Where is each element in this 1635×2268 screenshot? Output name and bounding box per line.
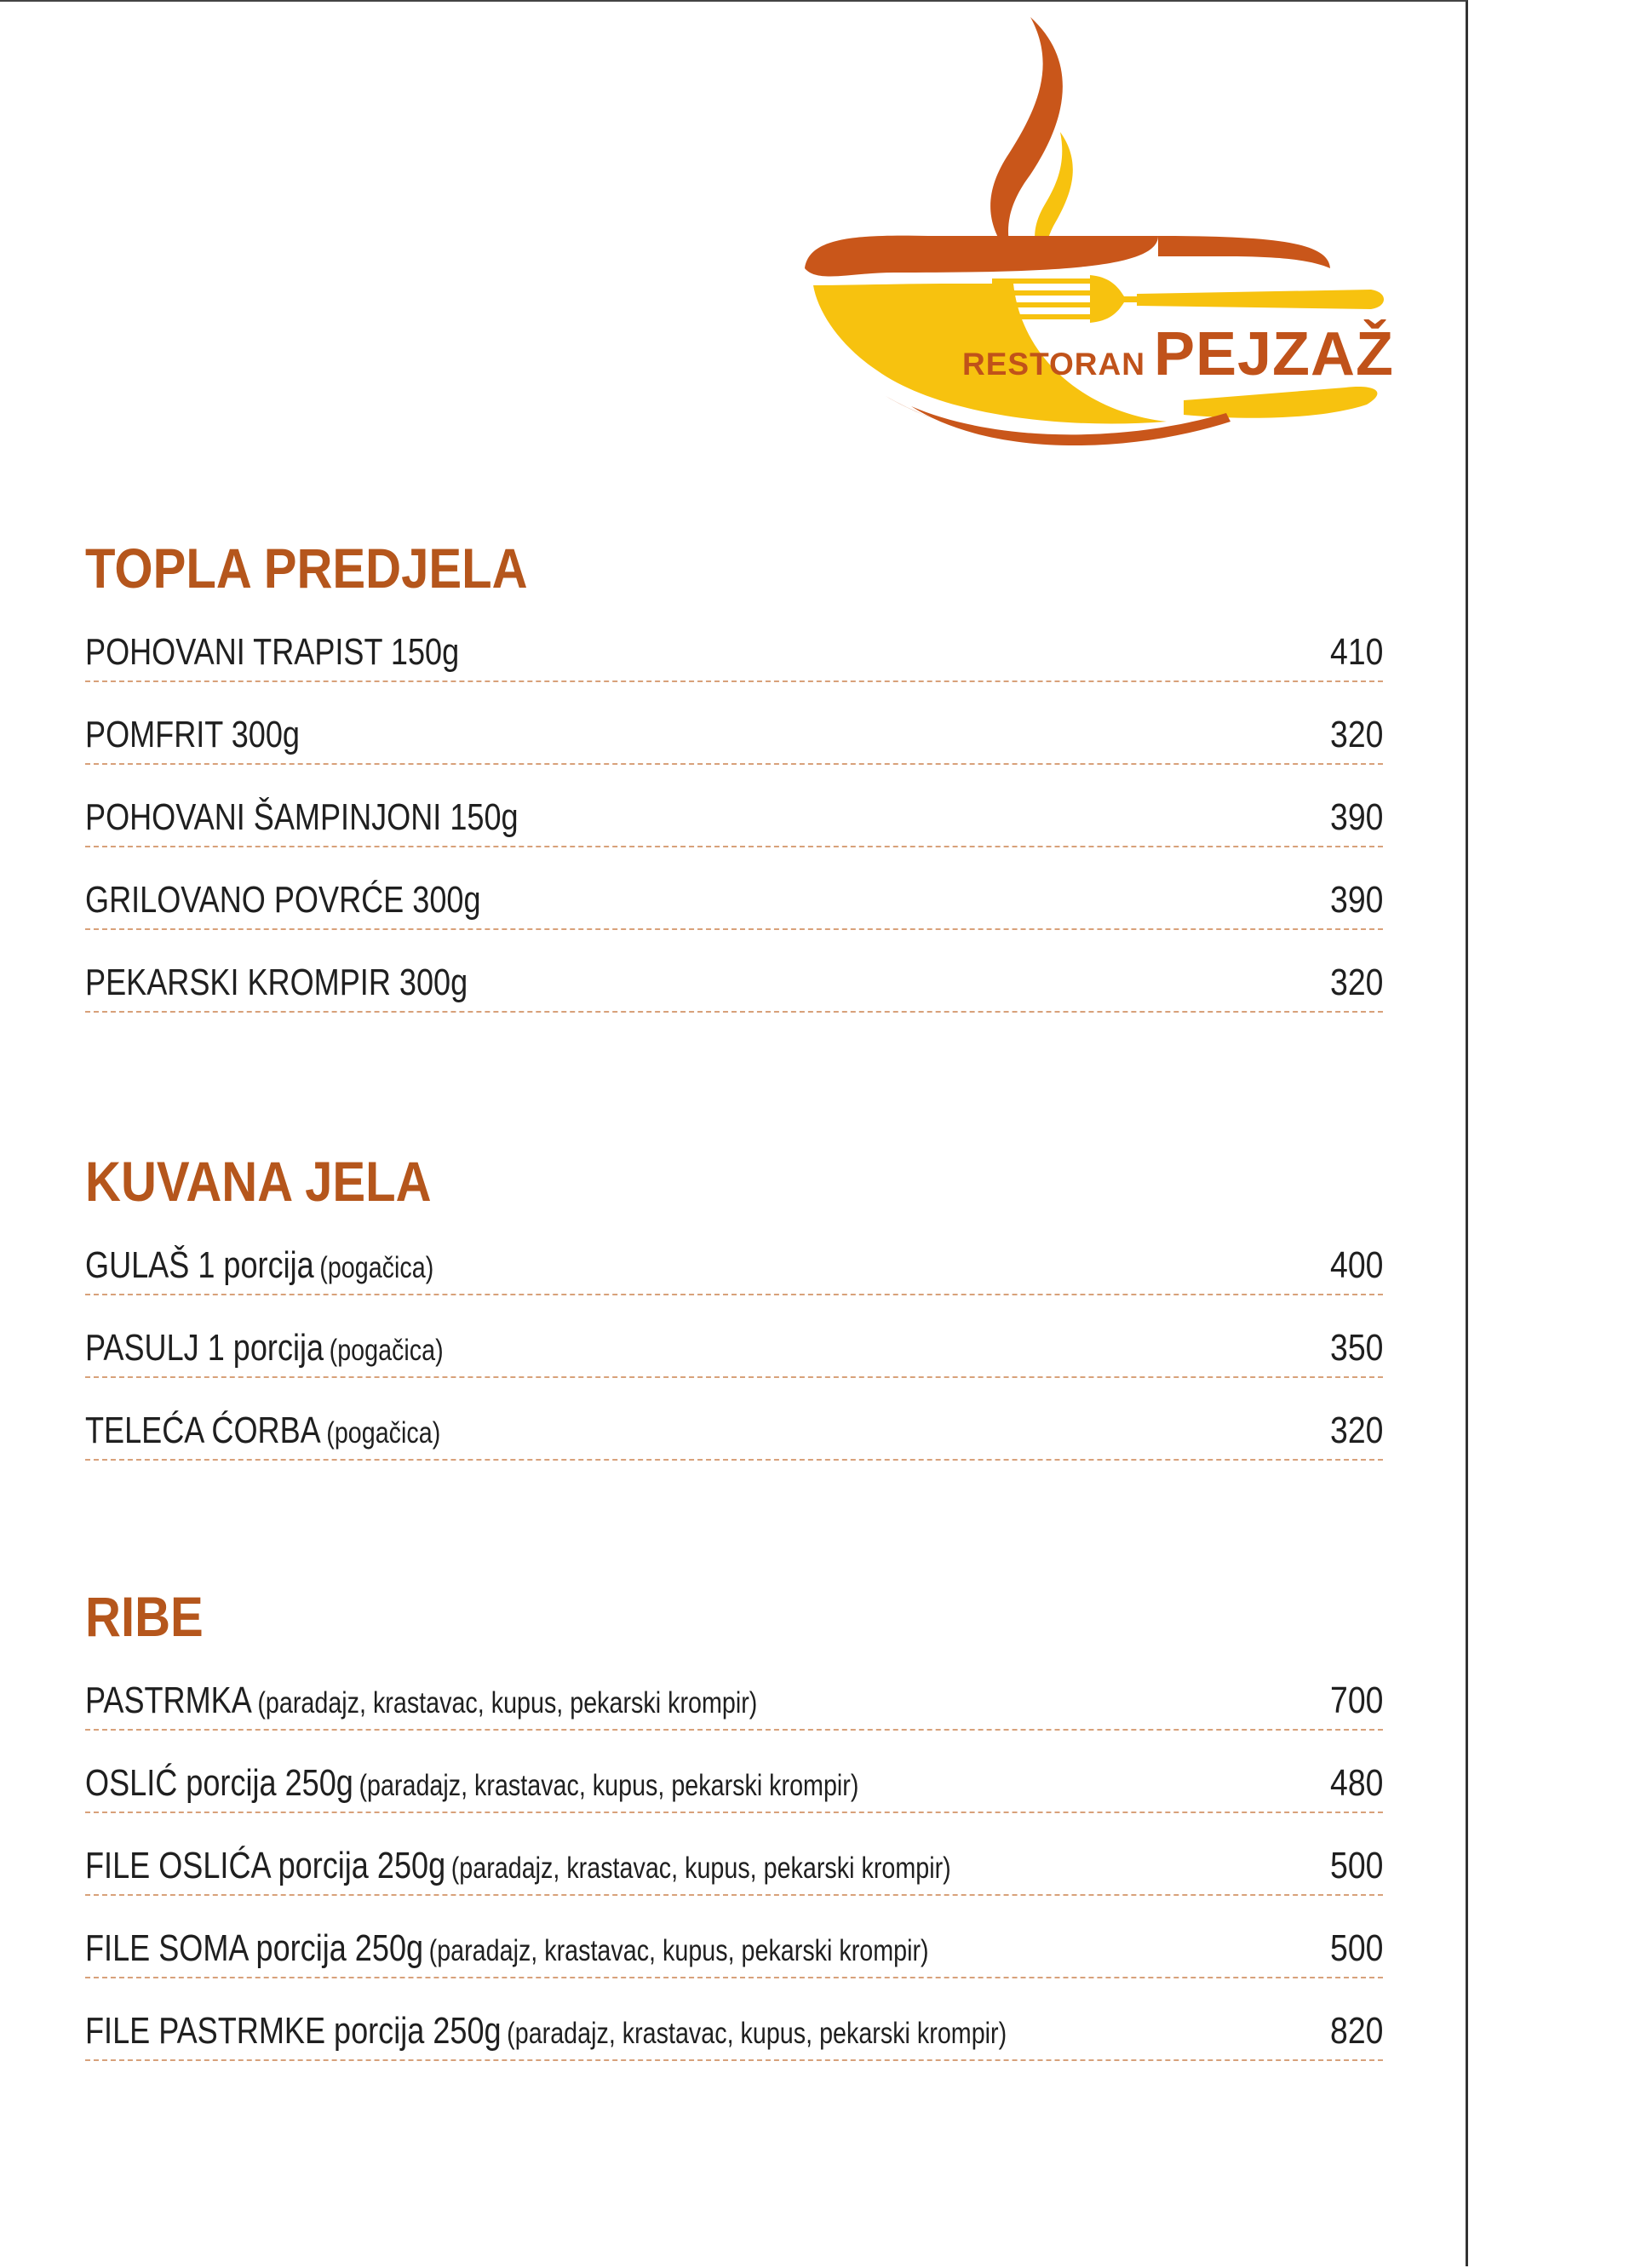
item-name: POHOVANI TRAPIST 150g <box>85 631 460 673</box>
item-price: 320 <box>1329 962 1383 1003</box>
menu-item <box>85 682 1383 765</box>
item-note: (pogačica) <box>326 1416 441 1450</box>
item-price: 390 <box>1329 796 1383 838</box>
section-topla-predjela <box>85 530 1383 1013</box>
item-name: PASTRMKA <box>85 1679 252 1721</box>
item-name: FILE SOMA porcija 250g <box>85 1927 424 1969</box>
item-note: (paradajz, krastavac, kupus, pekarski krompir) <box>507 2017 1007 2050</box>
item-name: TELEĆA ĆORBA <box>85 1410 321 1451</box>
item-name: GULAŠ 1 porcija <box>85 1244 314 1286</box>
item-price: 500 <box>1329 1845 1383 1886</box>
item-price: 390 <box>1329 879 1383 921</box>
item-name: GRILOVANO POVRĆE 300g <box>85 879 481 921</box>
item-list <box>85 600 1383 1013</box>
restaurant-logo <box>800 13 1394 447</box>
menu-item <box>85 1378 1383 1461</box>
item-name: POHOVANI ŠAMPINJONI 150g <box>85 796 519 838</box>
item-price: 350 <box>1329 1327 1383 1369</box>
item-note: (paradajz, krastavac, kupus, pekarski krompir) <box>257 1686 758 1720</box>
section-title: KUVANA JELA <box>85 1150 432 1213</box>
item-name: FILE PASTRMKE porcija 250g <box>85 2010 502 2052</box>
item-price: 500 <box>1329 1927 1383 1969</box>
menu-item <box>85 847 1383 930</box>
menu-item <box>85 1813 1383 1896</box>
item-note: (pogačica) <box>319 1251 434 1284</box>
section-kuvana-jela <box>85 1143 1383 1461</box>
section-title: RIBE <box>85 1585 204 1648</box>
item-name: PASULJ 1 porcija <box>85 1327 324 1369</box>
item-name: FILE OSLIĆA porcija 250g <box>85 1845 446 1886</box>
menu-item <box>85 1295 1383 1378</box>
menu-item <box>85 1978 1383 2061</box>
item-note: (pogačica) <box>329 1334 444 1367</box>
item-price: 400 <box>1329 1244 1383 1286</box>
menu-item <box>85 1213 1383 1295</box>
menu-item <box>85 600 1383 682</box>
logo-small-text: RESTORAN <box>962 347 1145 382</box>
item-price: 410 <box>1329 631 1383 673</box>
menu-item <box>85 1731 1383 1813</box>
item-name: OSLIĆ porcija 250g <box>85 1762 353 1804</box>
menu-item <box>85 1896 1383 1978</box>
item-list <box>85 1648 1383 2061</box>
item-list <box>85 1213 1383 1461</box>
menu-item <box>85 765 1383 847</box>
item-price: 320 <box>1329 714 1383 755</box>
logo-big-text: PEJZAŽ <box>1153 320 1394 388</box>
section-ribe <box>85 1578 1383 2061</box>
item-price: 480 <box>1329 1762 1383 1804</box>
logo-wordmark <box>962 319 1394 389</box>
item-name: PEKARSKI KROMPIR 300g <box>85 962 468 1003</box>
menu-item <box>85 930 1383 1013</box>
item-note: (paradajz, krastavac, kupus, pekarski krompir) <box>450 1852 951 1885</box>
item-price: 820 <box>1329 2010 1383 2052</box>
item-price: 700 <box>1329 1679 1383 1721</box>
section-title: TOPLA PREDJELA <box>85 537 528 600</box>
item-price: 320 <box>1329 1410 1383 1451</box>
item-note: (paradajz, krastavac, kupus, pekarski krompir) <box>359 1769 859 1802</box>
item-name: POMFRIT 300g <box>85 714 300 755</box>
item-note: (paradajz, krastavac, kupus, pekarski krompir) <box>428 1934 929 1967</box>
menu-item <box>85 1648 1383 1731</box>
